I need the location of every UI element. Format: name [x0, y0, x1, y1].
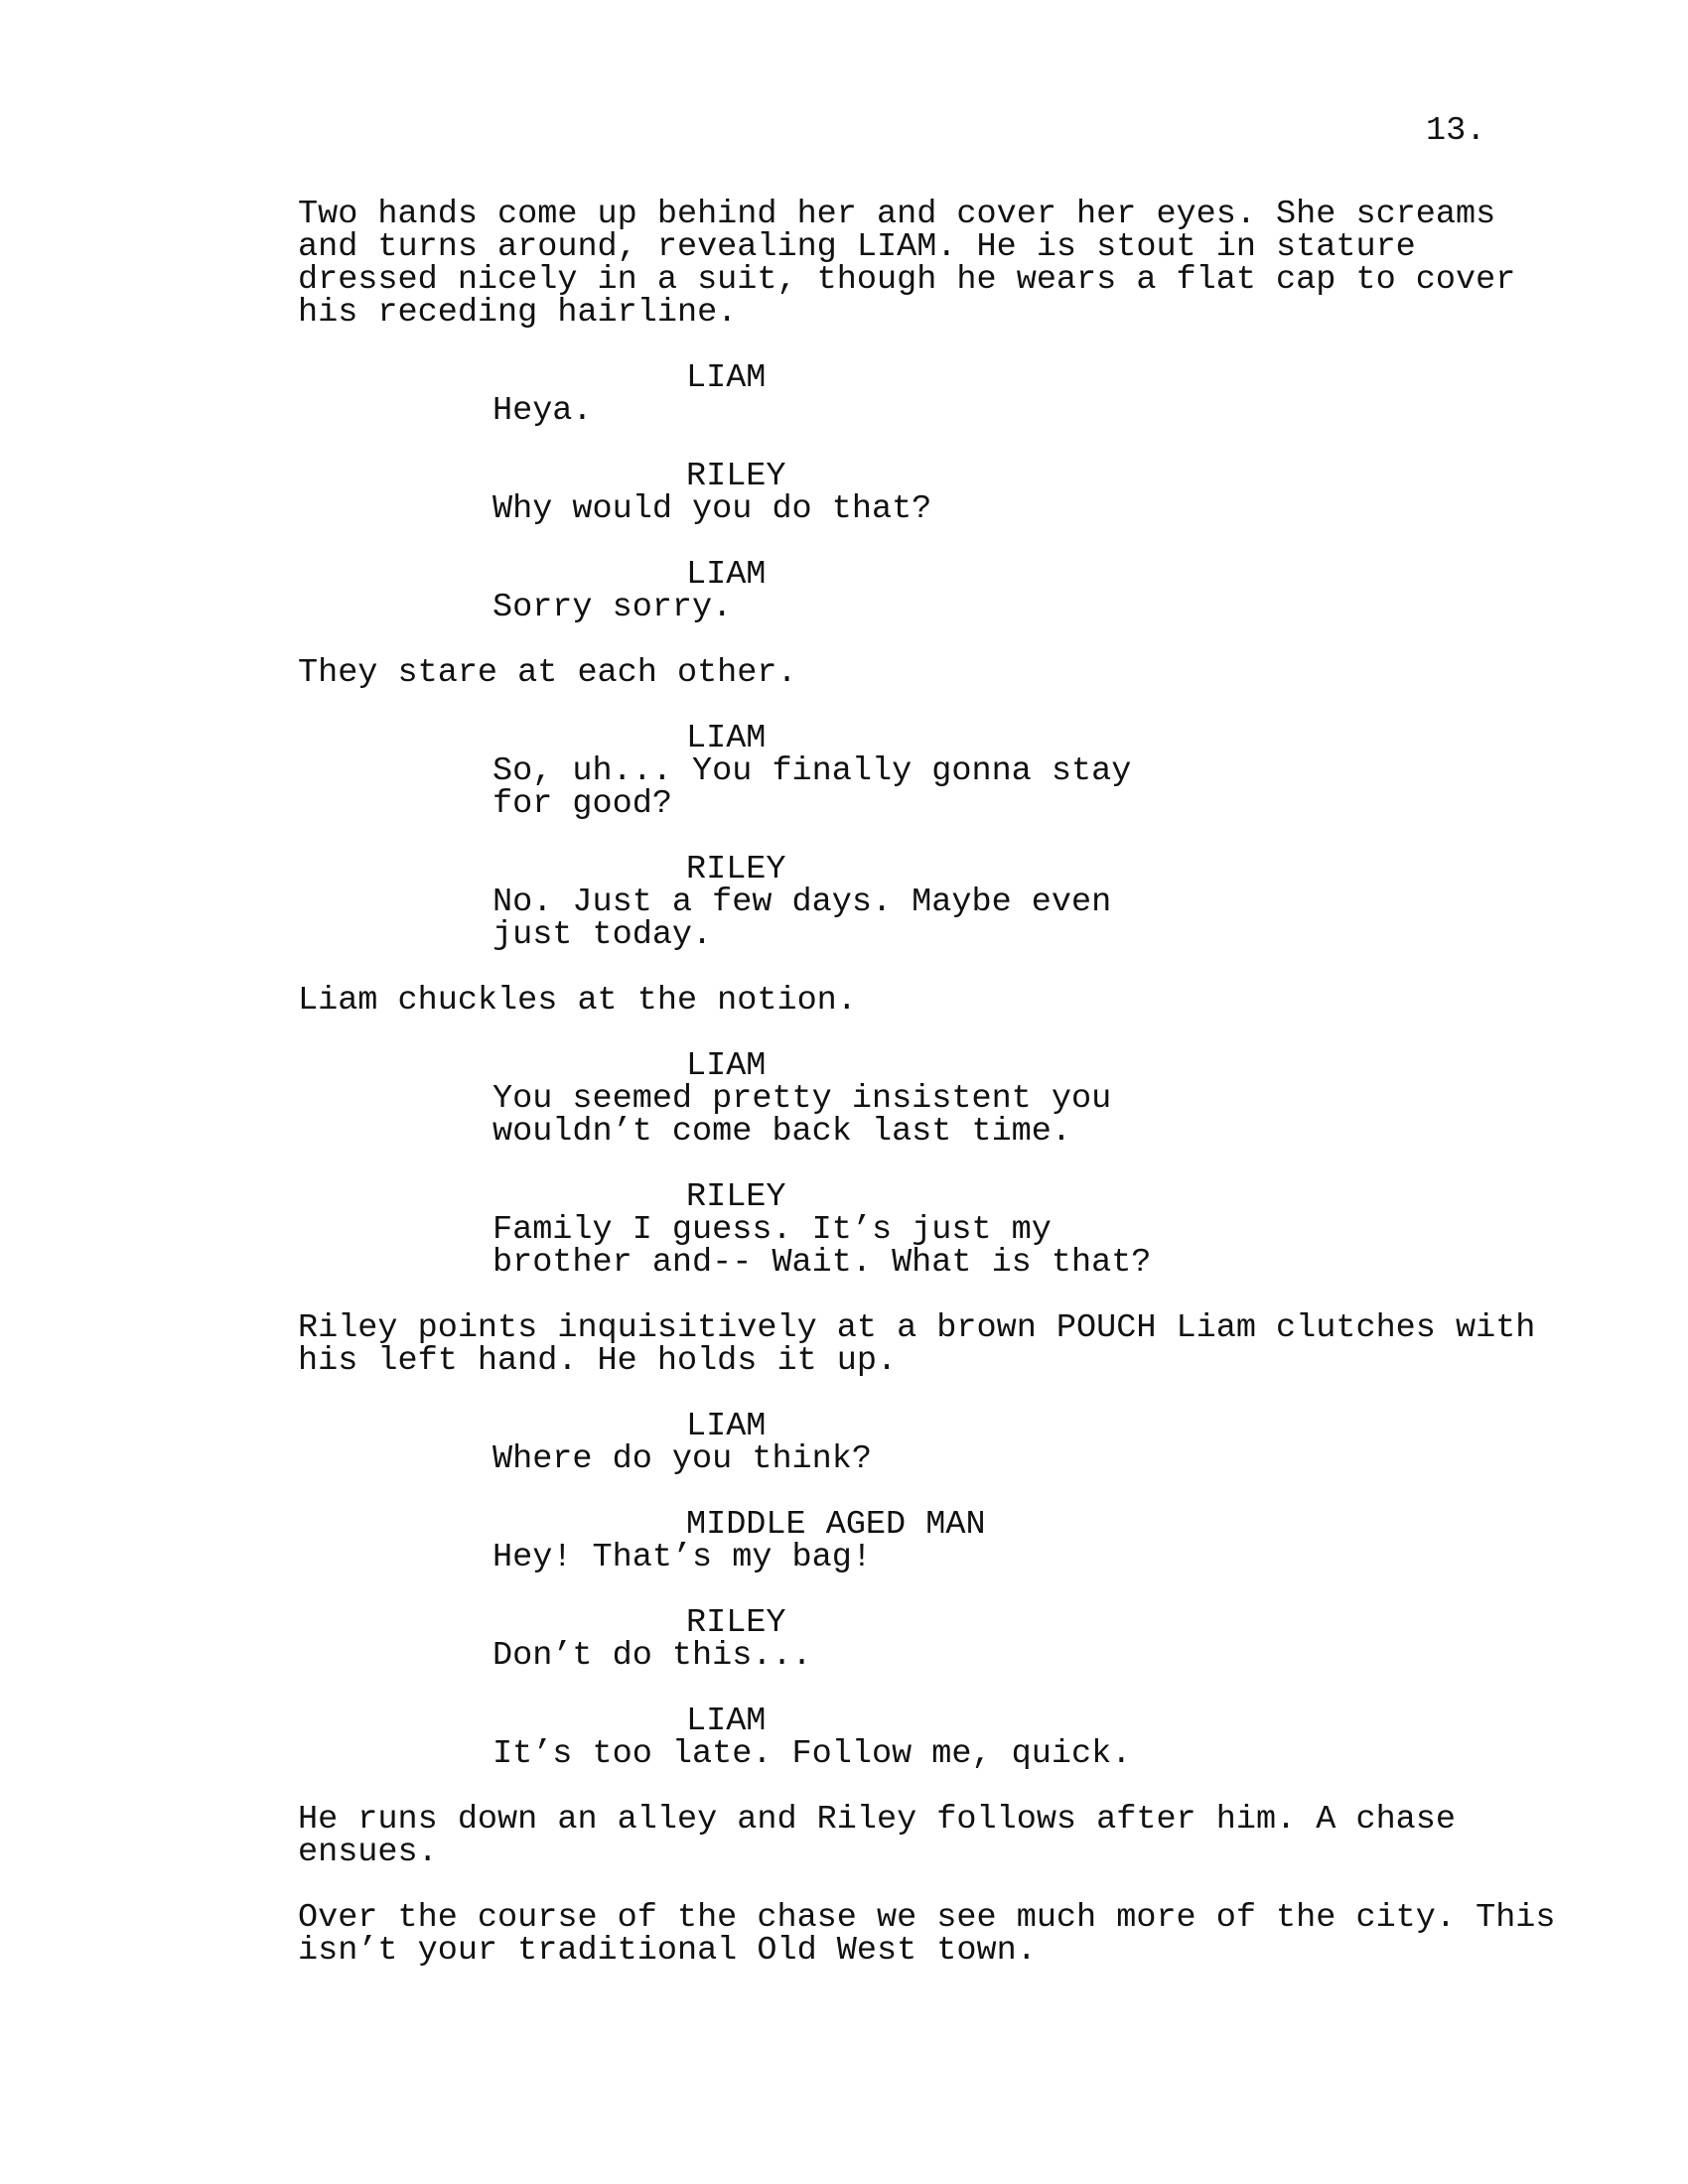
action-line: He runs down an alley and Riley follows after him. A chase [298, 1801, 1456, 1839]
character-cue: RILEY [686, 458, 786, 495]
action-line: Two hands come up behind her and cover her eyes. She screams [298, 196, 1496, 233]
dialogue-line: No. Just a few days. Maybe even [492, 884, 1112, 921]
dialogue-line: Hey! That’s my bag! [492, 1539, 872, 1576]
action-line: ensues. [298, 1834, 438, 1871]
dialogue-line: So, uh... You finally gonna stay [492, 752, 1132, 790]
action-line: Riley points inquisitively at a brown POUCH Liam clutches with [298, 1309, 1536, 1347]
dialogue-line: Heya. [492, 392, 593, 430]
action-line: dressed nicely in a suit, though he wears a flat cap to cover [298, 261, 1516, 299]
action-line: isn’t your traditional Old West town. [298, 1932, 1037, 1970]
character-cue: RILEY [686, 1178, 786, 1216]
character-cue: RILEY [686, 1604, 786, 1642]
dialogue-line: You seemed pretty insistent you [492, 1080, 1112, 1118]
dialogue-line: It’s too late. Follow me, quick. [492, 1735, 1132, 1773]
dialogue-line: Sorry sorry. [492, 589, 733, 626]
dialogue-line: Don’t do this... [492, 1637, 812, 1675]
dialogue-line: wouldn’t come back last time. [492, 1113, 1071, 1151]
action-line: his receding hairline. [298, 294, 738, 332]
page-number: 13. [1426, 112, 1486, 150]
character-cue: LIAM [686, 720, 767, 757]
character-cue: RILEY [686, 851, 786, 888]
character-cue: MIDDLE AGED MAN [686, 1506, 986, 1544]
character-cue: LIAM [686, 359, 767, 397]
action-line: his left hand. He holds it up. [298, 1342, 898, 1380]
dialogue-line: Where do you think? [492, 1440, 872, 1478]
action-line: Liam chuckles at the notion. [298, 982, 857, 1020]
dialogue-line: Family I guess. It’s just my [492, 1211, 1052, 1249]
character-cue: LIAM [686, 1703, 767, 1740]
action-line: and turns around, revealing LIAM. He is stout in stature [298, 228, 1416, 266]
character-cue: LIAM [686, 556, 767, 594]
dialogue-line: brother and-- Wait. What is that? [492, 1244, 1152, 1282]
dialogue-line: just today. [492, 916, 713, 954]
action-line: They stare at each other. [298, 654, 797, 692]
dialogue-line: for good? [492, 785, 672, 823]
character-cue: LIAM [686, 1408, 767, 1445]
dialogue-line: Why would you do that? [492, 490, 932, 528]
character-cue: LIAM [686, 1047, 767, 1085]
action-line: Over the course of the chase we see much more of the city. This [298, 1899, 1556, 1937]
